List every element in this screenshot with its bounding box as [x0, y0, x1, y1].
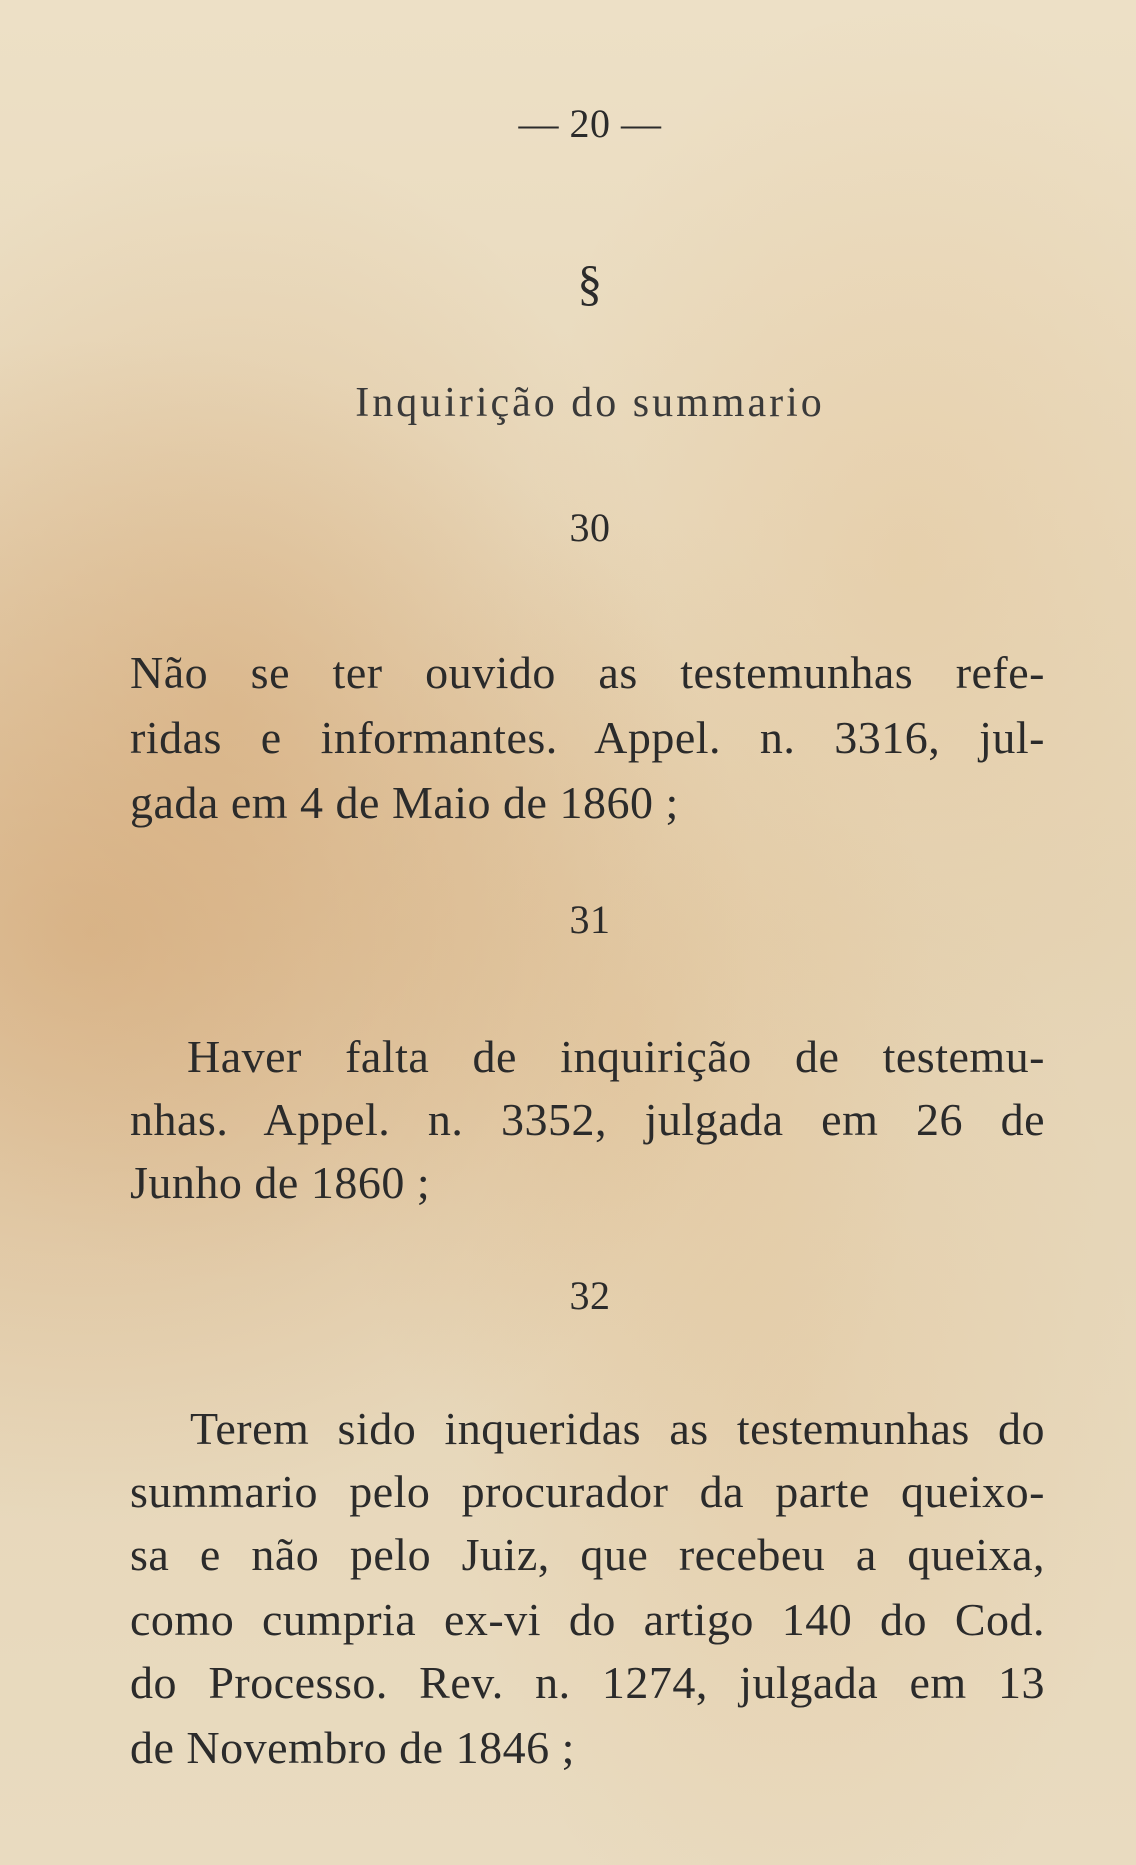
- paragraph-line: do Processo. Rev. n. 1274, julgada em 13: [130, 1657, 1045, 1708]
- item-number: 32: [569, 1273, 611, 1318]
- paragraph-line: ridas e informantes. Appel. n. 3316, jul-: [130, 712, 1045, 763]
- paragraph-line: Junho de 1860 ;: [130, 1157, 431, 1208]
- paragraph-line: Terem sido inqueridas as testemunhas do: [190, 1403, 1045, 1454]
- item-number: 31: [569, 897, 611, 942]
- paragraph-line: de Novembro de 1846 ;: [130, 1722, 575, 1773]
- paragraph-line: como cumpria ex-vi do artigo 140 do Cod.: [130, 1594, 1045, 1645]
- item-number: 30: [569, 505, 611, 550]
- page-number: — 20 —: [518, 101, 662, 146]
- section-mark: §: [577, 255, 603, 311]
- section-heading: Inquirição do summario: [355, 380, 825, 426]
- paragraph-line: sa e não pelo Juiz, que recebeu a queixa,: [130, 1529, 1045, 1580]
- paragraph-line: nhas. Appel. n. 3352, julgada em 26 de: [130, 1094, 1045, 1145]
- paragraph-line: summario pelo procurador da parte queixo-: [130, 1466, 1045, 1517]
- paragraph-line: Haver falta de inquirição de testemu-: [187, 1031, 1045, 1082]
- paragraph-line: gada em 4 de Maio de 1860 ;: [130, 777, 679, 828]
- paragraph-line: Não se ter ouvido as testemunhas refe-: [130, 647, 1045, 698]
